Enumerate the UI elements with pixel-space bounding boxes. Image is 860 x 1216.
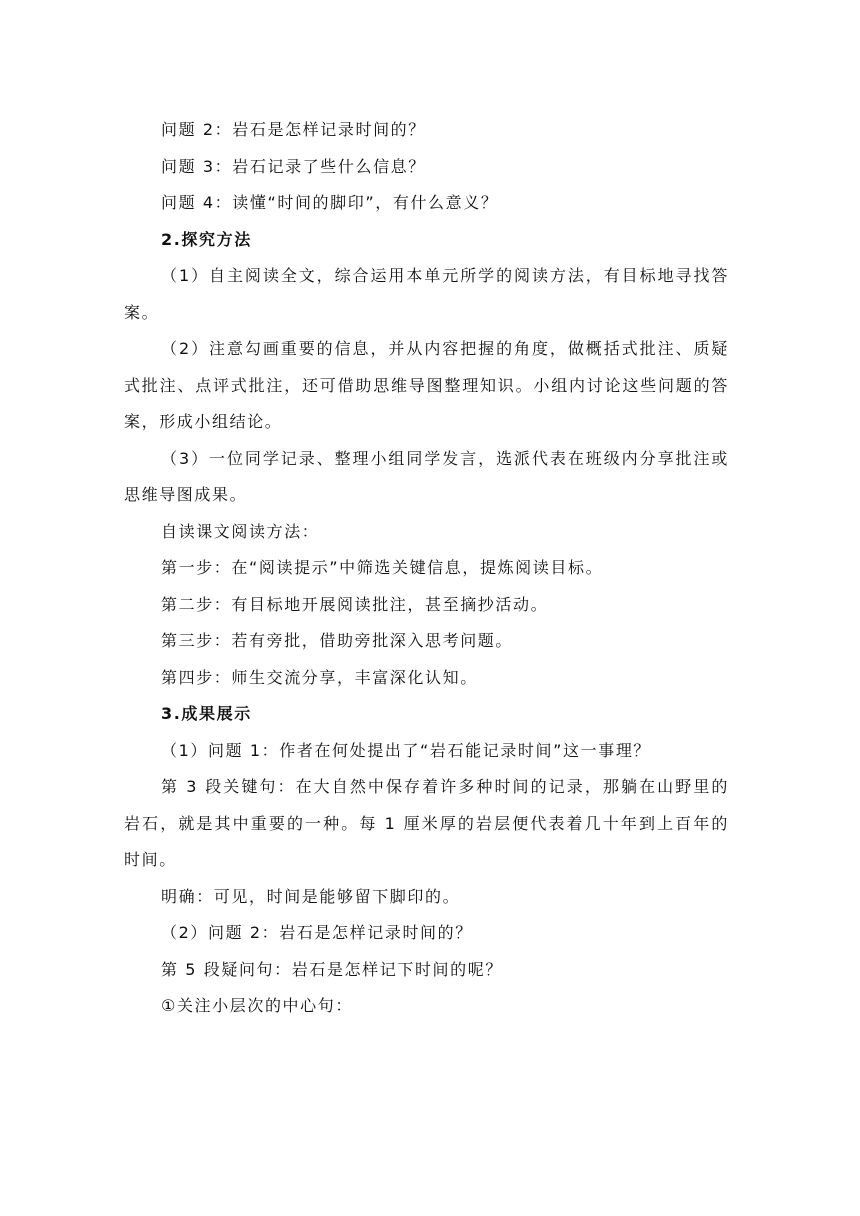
paragraph-reading-methods-title: 自读课文阅读方法： (161, 521, 320, 541)
paragraph-result-question-1: （1）问题 1：作者在何处提出了“岩石能记录时间”这一事理？ (161, 740, 652, 760)
section-heading-methods: 2.探究方法 (161, 229, 252, 249)
paragraph-method-2: （2）注意勾画重要的信息，并从内容把握的角度，做概括式批注、质疑式批注、点评式批注，还可借助思维导图整理知识。小组内讨论这些问题的答案，形成小组结论。 (124, 339, 729, 431)
paragraph-clarify: 明确：可见，时间是能够留下脚印的。 (161, 886, 461, 906)
paragraph-result-question-2: （2）问题 2：岩石是怎样记录时间的？ (161, 923, 473, 942)
paragraph-question-sentence-5: 第 5 段疑问句：岩石是怎样记下时间的呢？ (161, 959, 503, 979)
section-heading-results: 3.成果展示 (161, 704, 252, 723)
paragraph-method-1: （1）自主阅读全文，综合运用本单元所学的阅读方法，有目标地寻找答案。 (124, 266, 729, 322)
paragraph-step-4: 第四步：师生交流分享，丰富深化认知。 (161, 667, 478, 687)
paragraph-key-sentence-3: 第 3 段关键句：在大自然中保存着许多种时间的记录，那躺在山野里的岩石，就是其中重要的一种。每 1 厘米厚的岩层便代表着几十年到上百年的时间。 (124, 777, 729, 869)
document-body (124, 112, 729, 1025)
paragraph-step-3: 第三步：若有旁批，借助旁批深入思考问题。 (161, 631, 514, 650)
paragraph-focus-center-sentence: ①关注小层次的中心句： (161, 996, 353, 1015)
paragraph-question-3: 问题 3：岩石记录了些什么信息？ (161, 156, 426, 176)
paragraph-question-2: 问题 2：岩石是怎样记录时间的？ (161, 120, 426, 139)
paragraph-method-3: （3）一位同学记录、整理小组同学发言，选派代表在班级内分享批注或思维导图成果。 (124, 448, 729, 504)
paragraph-question-4: 问题 4：读懂“时间的脚印”，有什么意义？ (161, 193, 499, 212)
paragraph-step-1: 第一步：在“阅读提示”中筛选关键信息，提炼阅读目标。 (161, 558, 604, 577)
paragraph-step-2: 第二步：有目标地开展阅读批注，甚至摘抄活动。 (161, 594, 549, 614)
